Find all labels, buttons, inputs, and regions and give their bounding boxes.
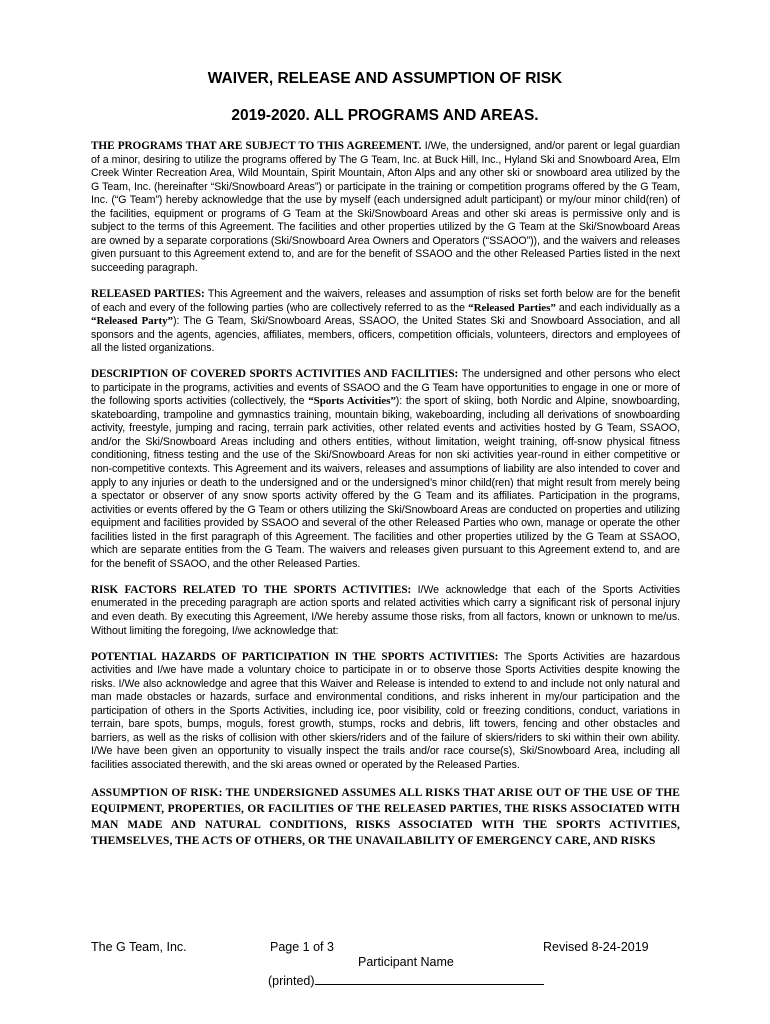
document-subtitle: 2019-2020. ALL PROGRAMS AND AREAS. — [231, 107, 539, 124]
signature-blank-line — [315, 972, 544, 985]
programs-paragraph — [91, 140, 680, 275]
hazards-heading: POTENTIAL HAZARDS OF PARTICIPATION IN THE SPORTS ACTIVITIES: — [91, 650, 499, 663]
footer-page-number: Page 1 of 3 — [270, 940, 334, 954]
agreement-body — [91, 140, 680, 862]
description-text-a: The undersigned and other persons who elect to participate in the programs, activities and events of SSAOO and the G Team have opportunities to engage in one or more of the following sports activities (collectively, the — [91, 368, 680, 408]
footer-company: The G Team, Inc. — [91, 940, 187, 954]
released-text-a: This Agreement and the waivers, releases and assumption of risks set forth below are for the benefit of each and every of the following parties (who are collectively referred to as the — [91, 287, 680, 314]
description-text-b: ): the sport of skiing, both Nordic and Alpine, snowboarding, skateboarding, trampoline and gymnastics training, mountain biking, wakeboarding, including all derivations of snowboarding activity, freestyle, jumping and racing, terrain park activities, other related events and activities hosted by G Team, SSAOO, and/or the Ski/Snowboard Areas including and others entities, without limitation, weight training, off-snow physical fitness conditioning, fitness testing and the use of the Ski/Snowboard Areas for non ski activities year-round in either competitive or non-competitive contexts. This Agreement and its waivers, releases and assumptions of liability are also intended to cover and apply to any injuries or death to the undersigned and or the undersigned’s minor child(ren) that might result from merely being a spectator or observer of any snow sports activity offered by the G Team and its affiliates. Participation in the programs, activities or events offered by the G Team or others utilizing the Ski/Snowboard Areas are conducted on properties and utilizing equipment and facilities provided by SSAOO and several of the other Released Parties who own, manage or operate the other facilities listed in the first paragraph of this Agreement. The facilities and other properties utilized by the G Team at SSAOO, which are separate entities from the G Team. The waivers and releases given pursuant to this Agreement extend to, and are for the benefit of SSAOO, and the other Released Parties. — [91, 395, 680, 570]
footer-revision-date: Revised 8-24-2019 — [543, 940, 649, 954]
programs-text: I/We, the undersigned, and/or parent or legal guardian of a minor, desiring to utilize the programs offered by The G Team, Inc. at Buck Hill, Inc., Hyland Ski and Snowboard Area, Elm Creek Winter Recreation Area, Wild Mountain, Spirit Mountain, Afton Alps and any other ski or snowboard area utilized by the G Team, Inc. (hereinafter “Ski/Snowboard Areas”) or participate in the training or competition programs offered by the G Team, Inc. (“G Team”) hereby acknowledge that the use by myself (each undersigned adult participant) or my/our minor child(ren) of the facilities, equipment or programs of G Team at the Ski/Snowboard Areas and other ski areas is permissive only and is subject to the terms of this Agreement. The facilities and other properties utilized by the G Team at the Ski/Snowboard Areas are owned by a separate corporations (Ski/Snowboard Area Owners and Operators (“SSAOO”)), and the waivers and releases given pursuant to this Agreement extend to, and are for the benefit of SSAOO and the other Released Parties listed in the next succeeding paragraph. — [91, 140, 681, 274]
released-parties-heading: RELEASED PARTIES: — [91, 287, 205, 300]
description-paragraph — [91, 368, 680, 571]
released-parties-term: “Released Parties” — [468, 301, 556, 314]
risk-factors-heading: RISK FACTORS RELATED TO THE SPORTS ACTIVITIES: — [91, 583, 412, 596]
assumption-of-risk-paragraph: ASSUMPTION OF RISK: THE UNDERSIGNED ASSUMES ALL RISKS THAT ARISE OUT OF THE USE OF THE EQUIPMENT, PROPERTIES, OR FACILITIES OF THE RELEASED PARTIES, THE RISKS ASSOCIATED WITH MAN MADE AND NATURAL CONDITIONS, RISKS ASSOCIATED WITH THE SPORTS ACTIVITIES, THEMSELVES, THE ACTS OF OTHERS, OR THE UNAVAILABILITY OF EMERGENCY CARE, AND RISKS — [91, 787, 680, 848]
released-text-b: and each individually as a — [555, 301, 680, 314]
participant-name-label: Participant Name — [358, 955, 454, 969]
hazards-paragraph — [91, 651, 680, 773]
released-party-term: “Released Party” — [91, 315, 173, 328]
sports-activities-term: “Sports Activities” — [308, 395, 396, 408]
programs-heading: THE PROGRAMS THAT ARE SUBJECT TO THIS AGREEMENT. — [91, 140, 422, 152]
document-title: WAIVER, RELEASE AND ASSUMPTION OF RISK — [207, 70, 563, 87]
released-parties-paragraph — [91, 288, 680, 356]
risk-factors-text: I/We acknowledge that each of the Sports Activities enumerated in the preceding paragraph are action sports and related activities which carry a significant risk of personal injury and even death. By executing this Agreement, I/We hereby assume those risks, from all factors, known or unknown to me/us. Without limiting the foregoing, I/we acknowledge that: — [91, 583, 681, 637]
description-heading: DESCRIPTION OF COVERED SPORTS ACTIVITIES AND FACILITIES: — [91, 368, 459, 381]
risk-factors-paragraph — [91, 584, 680, 638]
hazards-text: The Sports Activities are hazardous activities and I/we have made a voluntary choice to participate in or to observe those Sports Activities despite knowing the risks. I/We also acknowledge and agree that this Waiver and Release is intended to extend to and include not only natural and man made obstacles or hazards, surface and environmental conditions, and risks inherent in my/our participation and the participation of others in the Sports Activities, including ice, poor visibility, cold or freezing conditions, conduct, variations in terrain, bare spots, bumps, moguls, forest growth, stumps, rocks and debris, lift towers, fencing and other obstacles and barriers, as well as the risks of collision with other skiers/riders and of the failure of skiers/riders to ski within their own ability. I/We have been given an opportunity to visually inspect the trails and/or race course(s), Ski/Snowboard Area, including all facilities associated therewith, and the ski areas owned or operated by the Released Parties. — [91, 650, 680, 771]
printed-name-line — [268, 972, 544, 988]
printed-label: (printed) — [268, 974, 315, 988]
released-text-c: ): The G Team, Ski/Snowboard Areas, SSAOO, the United States Ski and Snowboard Association, and all sponsors and the agents, agencies, affiliates, members, officers, competition officials, volunteers, directors and employees of all the listed organizations. — [91, 315, 680, 355]
